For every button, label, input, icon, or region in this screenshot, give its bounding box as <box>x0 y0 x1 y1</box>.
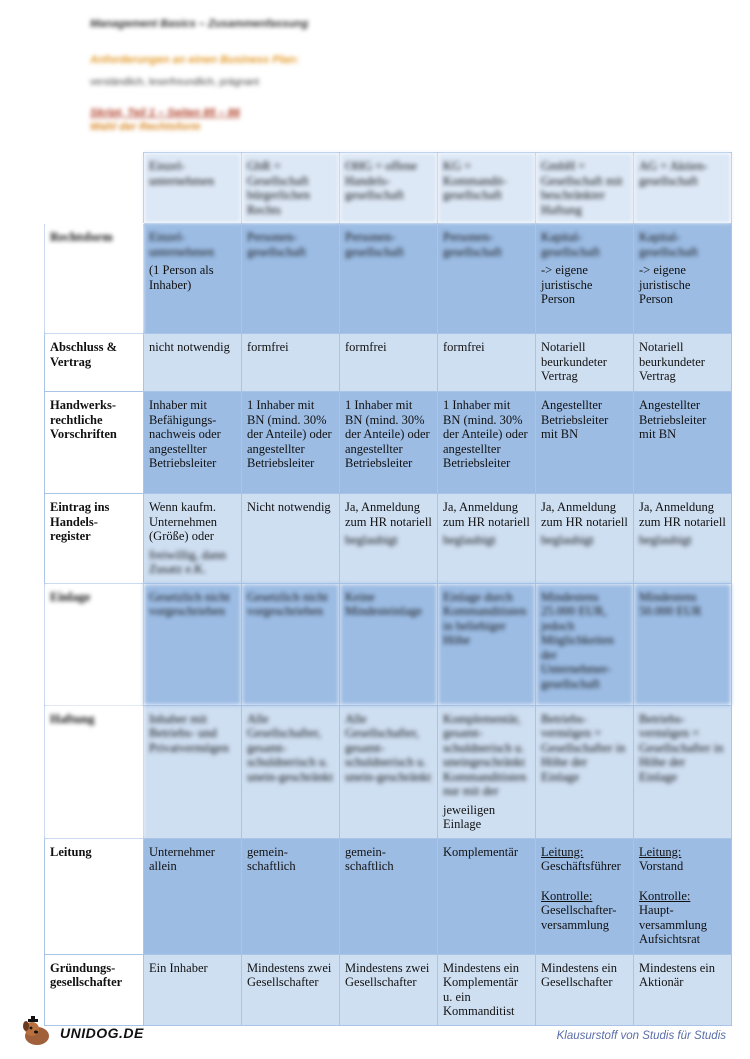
table-cell: Mindestens zwei Gesellschafter <box>340 954 438 1025</box>
table-cell: Gesetzlich nicht vorgeschrieben <box>242 583 340 705</box>
row-label: Eintrag ins Handels-register <box>45 494 144 584</box>
column-header: AG = Aktien-gesellschaft <box>634 153 732 224</box>
section-title: Wahl der Rechtsform <box>90 121 201 133</box>
table-cell: Ja, Anmeldung zum HR notariell beglaubigt <box>634 494 732 584</box>
table-cell: gemein-schaftlich <box>340 838 438 954</box>
row-label: Gründungs-gesellschafter <box>45 954 144 1025</box>
table-cell: Ein Inhaber <box>144 954 242 1025</box>
table-cell: Notariell beurkundeter Vertrag <box>536 334 634 392</box>
table-row <box>45 494 732 584</box>
table-cell: Mindestens ein Gesellschafter <box>536 954 634 1025</box>
table-cell: Betriebs-vermögen = Gesellschafter in Höhe der Einlage <box>634 705 732 838</box>
table-cell: 1 Inhaber mit BN (mind. 30% der Anteile) oder angestellter Betriebsleiter <box>242 392 340 494</box>
table-row <box>45 705 732 838</box>
table-cell: Mindestens zwei Gesellschafter <box>242 954 340 1025</box>
table-cell: Komplementär <box>438 838 536 954</box>
table-row <box>45 583 732 705</box>
column-header: GmbH = Gesellschaft mit beschränkter Haftung <box>536 153 634 224</box>
table-cell: Einlage durch Kommanditisten in beliebiger Höhe <box>438 583 536 705</box>
table-cell: Leitung: Vorstand Kontrolle: Haupt-versammlung Aufsichtsrat <box>634 838 732 954</box>
table-cell: Mindestens ein Aktionär <box>634 954 732 1025</box>
table-cell: Angestellter Betriebsleiter mit BN <box>634 392 732 494</box>
column-header: OHG = offene Handels-gesellschaft <box>340 153 438 224</box>
table-row <box>45 224 732 334</box>
table-cell: Unternehmer allein <box>144 838 242 954</box>
unidog-logo[interactable] <box>20 1016 144 1048</box>
row-label: Handwerks-rechtliche Vorschriften <box>45 392 144 494</box>
row-label: Haftung <box>45 705 144 838</box>
document-title: Management Basics – Zusammenfassung <box>90 18 309 30</box>
table-row <box>45 334 732 392</box>
table-cell: Ja, Anmeldung zum HR notariell beglaubigt <box>340 494 438 584</box>
table-cell: Kapital-gesellschaft -> eigene juristische Person <box>536 224 634 334</box>
table-cell: 1 Inhaber mit BN (mind. 30% der Anteile) oder angestellter Betriebsleiter <box>438 392 536 494</box>
table-cell: Ja, Anmeldung zum HR notariell beglaubigt <box>536 494 634 584</box>
column-header: Einzel-unternehmen <box>144 153 242 224</box>
table-cell: Leitung: Geschäftsführer Kontrolle: Gesellschafter-versammlung <box>536 838 634 954</box>
table-cell: Betriebs-vermögen = Gesellschafter in Höhe der Einlage <box>536 705 634 838</box>
table-cell: Nicht notwendig <box>242 494 340 584</box>
table-cell: formfrei <box>242 334 340 392</box>
column-header: GbR = Gesellschaft bürgerlichen Rechts <box>242 153 340 224</box>
row-label: Leitung <box>45 838 144 954</box>
table-cell: Notariell beurkundeter Vertrag <box>634 334 732 392</box>
legal-forms-table <box>44 152 732 1026</box>
business-plan-requirements: verständlich, leserfreundlich, prägnant <box>90 77 259 88</box>
table-cell: Angestellter Betriebsleiter mit BN <box>536 392 634 494</box>
table-cell: Gesetzlich nicht vorgeschrieben <box>144 583 242 705</box>
table-cell: Kapital-gesellschaft -> eigene juristische Person <box>634 224 732 334</box>
table-cell: Alle Gesellschafter, gesamt-schuldnerisch u. unein-geschränkt <box>242 705 340 838</box>
table-row <box>45 954 732 1025</box>
table-cell: gemein-schaftlich <box>242 838 340 954</box>
table-header-row <box>45 153 732 224</box>
table-row <box>45 392 732 494</box>
table-row <box>45 838 732 954</box>
table-cell: Inhaber mit Befähigungs-nachweis oder angestellter Betriebsleiter <box>144 392 242 494</box>
row-label: Einlage <box>45 583 144 705</box>
table-cell: Inhaber mit Betriebs- und Privatvermögen <box>144 705 242 838</box>
business-plan-heading: Anforderungen an einen Business Plan: <box>90 54 300 66</box>
table-cell: nicht notwendig <box>144 334 242 392</box>
row-label: Abschluss & Vertrag <box>45 334 144 392</box>
script-reference: Skript, Teil 1 – Seiten 85 – 86 <box>90 107 240 119</box>
table-cell: formfrei <box>340 334 438 392</box>
table-cell: Mindestens ein Komplementär u. ein Kommanditist <box>438 954 536 1025</box>
table-cell: formfrei <box>438 334 536 392</box>
table-cell: Personen-gesellschaft <box>340 224 438 334</box>
dog-mascot-icon <box>20 1016 56 1048</box>
table-cell: Mindestens 25.000 EUR, jedoch Möglichkeiten der Unternehmer-gesellschaft <box>536 583 634 705</box>
table-cell: Komplementär, gesamt-schuldnerisch u. uneingeschränkt Kommanditisten nur mit der jeweiligen Einlage <box>438 705 536 838</box>
table-cell: Personen-gesellschaft <box>438 224 536 334</box>
table-cell: 1 Inhaber mit BN (mind. 30% der Anteile) oder angestellter Betriebsleiter <box>340 392 438 494</box>
table-cell: Wenn kaufm. Unternehmen (Größe) oder freiwillig, dann Zusatz e.K. <box>144 494 242 584</box>
logo-text: UNIDOG.DE <box>60 1025 144 1041</box>
table-cell: Alle Gesellschafter, gesamt-schuldnerisch u. unein-geschränkt <box>340 705 438 838</box>
table-cell: Ja, Anmeldung zum HR notariell beglaubigt <box>438 494 536 584</box>
table-corner <box>45 153 144 224</box>
table-cell: Mindestens 50.000 EUR <box>634 583 732 705</box>
column-header: KG = Kommandit-gesellschaft <box>438 153 536 224</box>
table-cell: Keine Mindesteinlage <box>340 583 438 705</box>
page-header <box>90 14 710 134</box>
row-label: Rechtsform <box>45 224 144 334</box>
table-cell: Personen-gesellschaft <box>242 224 340 334</box>
footer-tagline: Klausurstoff von Studis für Studis <box>556 1030 726 1042</box>
table-cell: Einzel-unternehmen (1 Person als Inhaber) <box>144 224 242 334</box>
